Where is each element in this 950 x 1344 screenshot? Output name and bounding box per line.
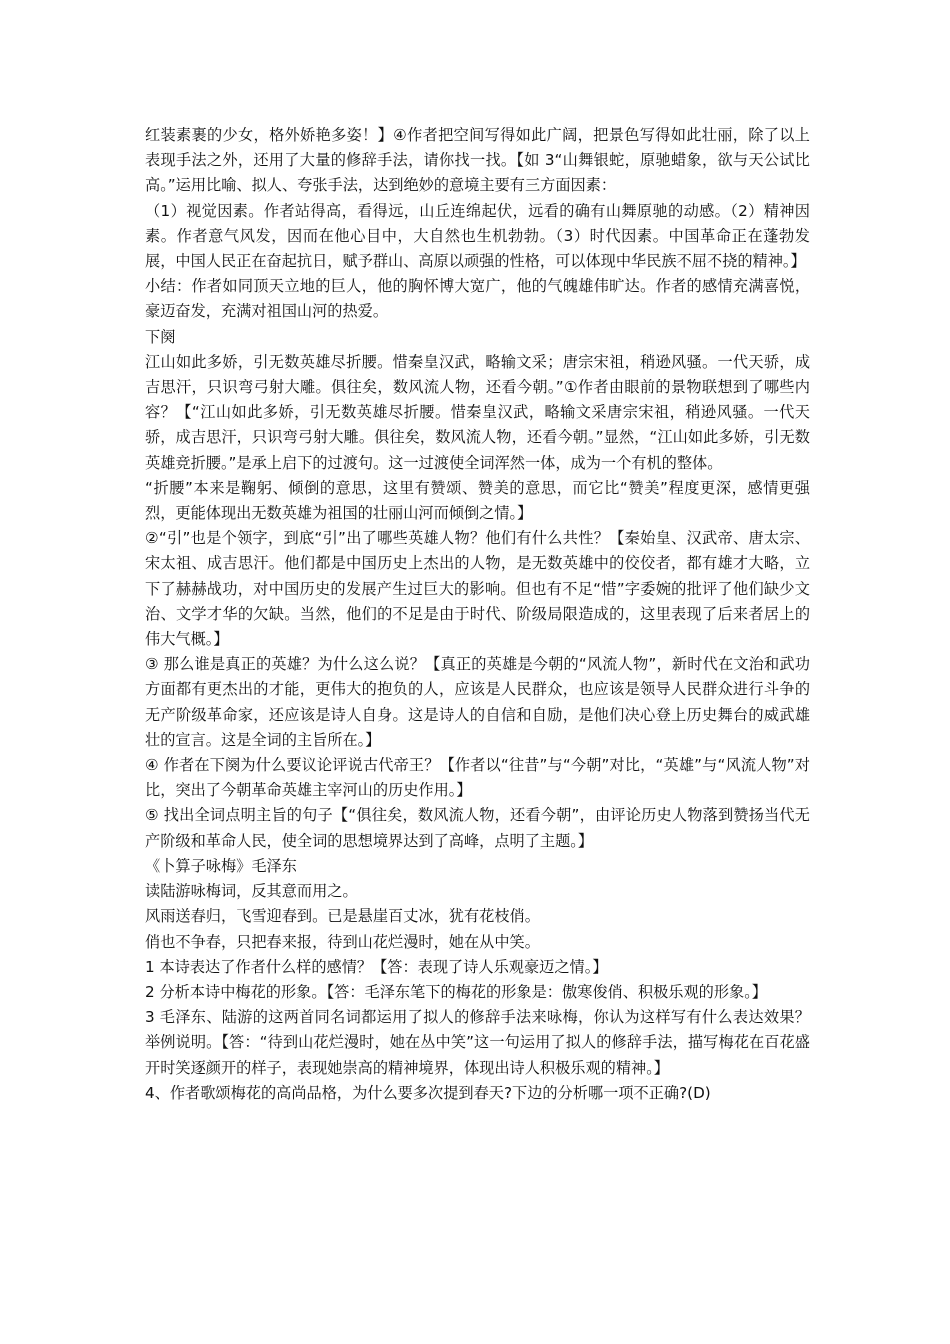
document-page	[145, 123, 810, 1106]
section-heading-xiaque: 下阕	[145, 327, 176, 346]
paragraph-intro-continuation: 红装素裹的少女，格外娇艳多姿！】④作者把空间写得如此广阔，把景色写得如此壮丽，除了以上表现手法之外，还用了大量的修辞手法，请你找一找。【如 3“山舞银蛇，原驰蜡象，欲与天公试比高。”运用比喻、拟人、夸张手法，达到绝妙的意境主要有三方面因素：	[145, 126, 810, 195]
paragraph-zheyao-note: “折腰”本来是鞠躬、倾倒的意思，这里有赞颂、赞美的意思，而它比“赞美”程度更深，感情更强烈，更能体现出无数英雄为祖国的壮丽山河而倾倒之情。】	[145, 478, 810, 523]
poem-question-2: 2 分析本诗中梅花的形象。【答：毛泽东笔下的梅花的形象是：傲寒俊俏、积极乐观的形象。】	[145, 982, 767, 1001]
paragraph-question-1: 江山如此多娇，引无数英雄尽折腰。惜秦皇汉武，略输文采；唐宗宋祖，稍逊风骚。一代天骄，成吉思汗，只识弯弓射大雕。俱往矣，数风流人物，还看今朝。”①作者由眼前的景物联想到了哪些内容？【“江山如此多娇，引无数英雄尽折腰。惜秦皇汉武，略输文采唐宗宋祖，稍逊风骚。一代天骄，成吉思汗，只识弯弓射大雕。俱往矣，数风流人物，还看今朝。”显然，“江山如此多娇，引无数英雄竞折腰。”是承上启下的过渡句。这一过渡使全词浑然一体，成为一个有机的整体。	[145, 352, 810, 472]
paragraph-question-4: ④ 作者在下阕为什么要议论评说古代帝王？【作者以“往昔”与“今朝”对比，“英雄”与“风流人物”对比，突出了今朝革命英雄主宰河山的历史作用。】	[145, 756, 810, 800]
poem-question-1: 1 本诗表达了作者什么样的感情？【答：表现了诗人乐观豪迈之情。】	[145, 957, 608, 976]
poem-question-4: 4、作者歌颂梅花的高尚品格，为什么要多次提到春天?下边的分析哪一项不正确?(D)	[145, 1083, 711, 1102]
poem-question-3: 3 毛泽东、陆游的这两首同名词都运用了拟人的修辞手法来咏梅，你认为这样写有什么表达效果？举例说明。【答：“待到山花烂漫时，她在丛中笑”这一句运用了拟人的修辞手法，描写梅花在百花盛开时笑逐颜开的样子，表现她崇高的精神境界，体现出诗人积极乐观的精神。】	[145, 1008, 810, 1077]
paragraph-question-5: ⑤ 找出全词点明主旨的句子【“俱往矣，数风流人物，还看今朝”，由评论历史人物落到赞扬当代无产阶级和革命人民，使全词的思想境界达到了高峰，点明了主题。】	[145, 806, 810, 850]
poem-preface: 读陆游咏梅词，反其意而用之。	[145, 882, 358, 901]
poem-title: 《卜算子咏梅》毛泽东	[145, 856, 297, 875]
paragraph-three-factors: （1）视觉因素。作者站得高，看得远，山丘连绵起伏，远看的确有山舞原驰的动感。（2）精神因素。作者意气风发，因而在他心目中，大自然也生机勃勃。（3）时代因素。中国革命正在蓬勃发展，中国人民正在奋起抗日，赋予群山、高原以顽强的性格，可以体现中华民族不屈不挠的精神。】	[145, 201, 810, 271]
poem-line-1: 风雨送春归，飞雪迎春到。已是悬崖百丈冰，犹有花枝俏。	[145, 907, 540, 926]
paragraph-summary: 小结：作者如同顶天立地的巨人，他的胸怀博大宽广，他的气魄雄伟旷达。作者的感情充满喜悦，豪迈奋发，充满对祖国山河的热爱。	[145, 277, 810, 321]
paragraph-question-2: ②“引”也是个领字，到底“引”出了哪些英雄人物？他们有什么共性？【秦始皇、汉武帝、唐太宗、宋太祖、成吉思汗。他们都是中国历史上杰出的人物，是无数英雄中的佼佼者，都有雄才大略，立下了赫赫战功，对中国历史的发展产生过巨大的影响。但也有不足“惜”字委婉的批评了他们缺少文治、文学才华的欠缺。当然，他们的不足是由于时代、阶级局限造成的，这里表现了后来者居上的伟大气概。】	[145, 529, 810, 649]
paragraph-question-3: ③ 那么谁是真正的英雄？为什么这么说？【真正的英雄是今朝的“风流人物”，新时代在文治和武功方面都有更杰出的才能，更伟大的抱负的人，应该是人民群众，也应该是领导人民群众进行斗争的无产阶级革命家，还应该是诗人自身。这是诗人的自信和自励，是他们决心登上历史舞台的威武雄壮的宣言。这是全词的主旨所在。】	[145, 655, 810, 749]
poem-line-2: 俏也不争春，只把春来报，待到山花烂漫时，她在从中笑。	[145, 932, 540, 951]
